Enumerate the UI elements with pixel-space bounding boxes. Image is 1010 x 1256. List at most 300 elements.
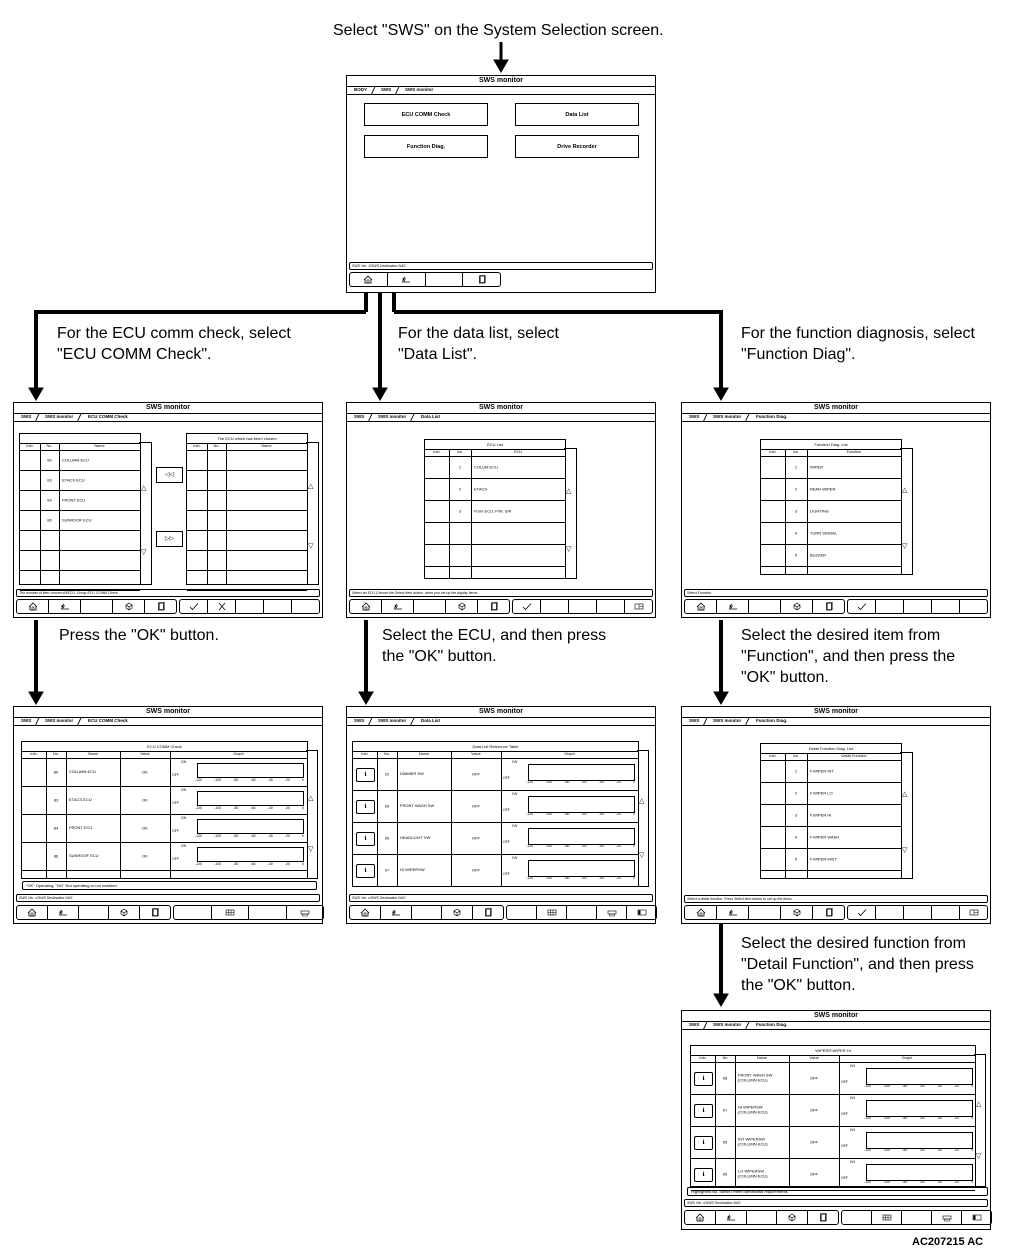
empty-icon[interactable] bbox=[597, 600, 625, 613]
table-row[interactable] bbox=[761, 478, 901, 501]
status-bar: SWS Ver. x/SWS Destination NAS bbox=[349, 894, 653, 902]
tick-label: -100 bbox=[545, 876, 553, 881]
table-row[interactable] bbox=[353, 758, 638, 791]
scroll-down-icon[interactable]: ▽ bbox=[902, 542, 908, 550]
chosen-ecu-table bbox=[186, 433, 308, 585]
tick-label: -100 bbox=[545, 812, 553, 817]
window-title: SWS monitor bbox=[347, 403, 655, 414]
table-row[interactable] bbox=[22, 814, 307, 843]
cross-icon[interactable] bbox=[208, 600, 236, 613]
table-row[interactable] bbox=[761, 782, 901, 805]
breadcrumb-item[interactable]: SWS monitor bbox=[38, 717, 82, 725]
breadcrumb-item[interactable]: SWS bbox=[682, 413, 708, 421]
info-icon[interactable]: ℹ bbox=[356, 800, 375, 814]
graph-box bbox=[528, 860, 635, 877]
back-icon[interactable] bbox=[382, 600, 414, 613]
info-icon[interactable]: ℹ bbox=[356, 832, 375, 846]
table-row[interactable] bbox=[761, 456, 901, 479]
legend-note: Highlighted No. doesn't meet operational requirements. bbox=[687, 1187, 988, 1196]
list-table bbox=[760, 439, 902, 575]
scroll-down-icon[interactable]: ▽ bbox=[976, 1153, 982, 1161]
row-number: 83 bbox=[53, 797, 59, 803]
breadcrumb-item[interactable]: BODY bbox=[347, 86, 376, 94]
tick-label: -60 bbox=[919, 1180, 925, 1185]
move-right-button[interactable]: ▷▷ bbox=[156, 531, 183, 547]
scrollbar[interactable] bbox=[637, 750, 649, 887]
tick-label: -20 bbox=[953, 1116, 959, 1121]
status-bar: SWS Ver. x/SWS Destination NAS bbox=[684, 1199, 988, 1207]
toolbar bbox=[16, 905, 320, 920]
breadcrumb-item[interactable]: SWS monitor bbox=[405, 87, 434, 92]
scroll-down-icon[interactable]: ▽ bbox=[308, 543, 314, 550]
graph-ticks bbox=[526, 780, 635, 784]
tick-label: -100 bbox=[545, 780, 553, 785]
graph-box bbox=[528, 764, 635, 781]
column-header: Info. bbox=[433, 450, 441, 454]
table-row[interactable] bbox=[761, 522, 901, 545]
toolbar-group bbox=[841, 1210, 992, 1225]
tick-label: -120 bbox=[526, 812, 534, 817]
empty-icon[interactable] bbox=[902, 1211, 932, 1224]
breadcrumb-item[interactable]: SWS bbox=[347, 413, 373, 421]
row-number: 02 bbox=[384, 771, 390, 777]
empty-icon[interactable] bbox=[749, 906, 781, 919]
row-number: 86 bbox=[53, 853, 59, 859]
info-icon[interactable]: ℹ bbox=[694, 1104, 713, 1118]
tick-label: -60 bbox=[919, 1084, 925, 1089]
caption-press-ok-3: Select the desired item from "Function", and then press the "OK" button. bbox=[741, 627, 956, 686]
cube-icon[interactable] bbox=[446, 600, 478, 613]
graph-ticks bbox=[195, 862, 304, 866]
row-number: 80 bbox=[47, 457, 52, 463]
toolbar bbox=[684, 905, 988, 920]
scrollbar[interactable] bbox=[564, 448, 577, 579]
tick-label: -80 bbox=[233, 861, 239, 866]
row-name: F.WIPER HI bbox=[810, 812, 832, 818]
scrollbar[interactable] bbox=[139, 442, 152, 585]
scroll-up-icon[interactable]: △ bbox=[308, 795, 314, 803]
doc-icon[interactable] bbox=[463, 273, 500, 286]
row-name: REAR WIPER bbox=[810, 486, 836, 492]
table-row[interactable] bbox=[761, 804, 901, 827]
row-number: 83 bbox=[47, 477, 52, 483]
row-value: OFF bbox=[810, 1107, 818, 1113]
tick-label: -80 bbox=[902, 1180, 908, 1185]
row-name: FRONT WASH SW bbox=[400, 802, 435, 808]
printer-icon[interactable] bbox=[932, 1211, 962, 1224]
tick-label: -40 bbox=[267, 777, 273, 782]
empty-icon[interactable] bbox=[567, 906, 597, 919]
sws-menu-screen bbox=[346, 75, 656, 293]
empty-icon[interactable] bbox=[842, 1211, 872, 1224]
table-row[interactable] bbox=[20, 450, 140, 471]
status-bar: SWS Ver. x/SWS Destination NAS bbox=[16, 894, 320, 902]
info-icon[interactable]: ℹ bbox=[356, 768, 375, 782]
tick-label: -20 bbox=[953, 1180, 959, 1185]
table-row[interactable] bbox=[187, 510, 307, 531]
scroll-down-icon[interactable]: ▽ bbox=[141, 548, 147, 556]
printer-icon[interactable] bbox=[597, 906, 627, 919]
table-row[interactable] bbox=[425, 544, 565, 567]
tick-label: -40 bbox=[267, 833, 273, 838]
figure-id: AC207215 AC bbox=[912, 1236, 984, 1248]
scroll-up-icon[interactable]: △ bbox=[902, 790, 908, 798]
back-icon[interactable] bbox=[381, 906, 412, 919]
detail-function-result-screen bbox=[681, 1010, 991, 1230]
tick-label: -120 bbox=[864, 1116, 872, 1121]
tick-label: -40 bbox=[598, 844, 604, 849]
graph-ticks bbox=[195, 778, 304, 782]
screen-icon[interactable] bbox=[962, 1211, 991, 1224]
table-row[interactable] bbox=[20, 550, 140, 571]
tick-label: -100 bbox=[214, 777, 222, 782]
breadcrumb-item[interactable]: Data List bbox=[420, 718, 440, 723]
graph-ticks bbox=[864, 1180, 973, 1184]
tick-label: -20 bbox=[615, 844, 621, 849]
column-header: No. bbox=[384, 752, 390, 756]
breadcrumb-item[interactable]: Function Diag. bbox=[755, 718, 787, 723]
breadcrumb-item[interactable]: SWS bbox=[347, 717, 373, 725]
table-row[interactable] bbox=[187, 550, 307, 571]
empty-icon[interactable] bbox=[174, 906, 212, 919]
empty-icon[interactable] bbox=[569, 600, 597, 613]
info-icon[interactable]: ℹ bbox=[694, 1136, 713, 1150]
scroll-down-icon[interactable]: ▽ bbox=[566, 545, 572, 553]
table-row[interactable] bbox=[187, 450, 307, 471]
row-number: 09 bbox=[384, 803, 390, 809]
scrollbar[interactable] bbox=[900, 448, 913, 575]
empty-icon[interactable] bbox=[414, 600, 446, 613]
row-name: F.WIPER LO bbox=[810, 790, 833, 796]
column-header: No. bbox=[213, 444, 220, 448]
graph-on-label: ON bbox=[849, 1128, 856, 1132]
doc-icon[interactable] bbox=[140, 906, 170, 919]
breadcrumb-item[interactable]: SWS bbox=[14, 413, 40, 421]
table-row[interactable] bbox=[20, 510, 140, 531]
breadcrumb-item[interactable]: SWS bbox=[374, 86, 400, 94]
data-list-result-screen bbox=[346, 706, 656, 924]
window-title: SWS monitor bbox=[682, 403, 990, 414]
row-name: SUNROOF ECU bbox=[62, 517, 92, 523]
table-icon[interactable] bbox=[960, 906, 987, 919]
row-number: 5 bbox=[794, 856, 798, 862]
cube-icon[interactable] bbox=[781, 600, 813, 613]
table-row[interactable] bbox=[20, 570, 140, 591]
home-icon[interactable] bbox=[350, 906, 381, 919]
tick-label: -20 bbox=[615, 812, 621, 817]
row-number: 84 bbox=[47, 497, 52, 503]
status-bar: Select Function. bbox=[684, 589, 988, 597]
scroll-down-icon[interactable]: ▽ bbox=[639, 852, 645, 860]
graph-table bbox=[352, 741, 639, 887]
back-icon[interactable] bbox=[49, 600, 81, 613]
home-icon[interactable] bbox=[685, 600, 717, 613]
breadcrumb-item[interactable]: ECU COMM Check bbox=[87, 414, 128, 419]
caption-function-diag: For the function diagnosis, select "Function Diag". bbox=[741, 325, 975, 363]
breadcrumb-item[interactable]: Function Diag. bbox=[755, 414, 787, 419]
home-icon[interactable] bbox=[350, 273, 388, 286]
row-number: 3 bbox=[458, 508, 462, 514]
row-name: SUNROOF ECU bbox=[69, 852, 99, 858]
empty-icon[interactable] bbox=[749, 600, 781, 613]
toolbar bbox=[684, 1210, 988, 1225]
graph-ticks bbox=[195, 806, 304, 810]
grid-icon[interactable] bbox=[537, 906, 567, 919]
breadcrumb-item[interactable]: SWS monitor bbox=[371, 413, 415, 421]
doc-icon[interactable] bbox=[478, 600, 509, 613]
table-caption: WIPER/F.WIPER HI bbox=[691, 1046, 975, 1056]
graph-table bbox=[690, 1045, 976, 1187]
empty-icon[interactable] bbox=[876, 600, 904, 613]
table-row[interactable] bbox=[22, 758, 307, 787]
toolbar-group bbox=[684, 599, 845, 614]
scroll-up-icon[interactable]: △ bbox=[639, 798, 645, 806]
graph-ticks bbox=[195, 834, 304, 838]
scroll-up-icon[interactable]: △ bbox=[902, 486, 908, 494]
cube-icon[interactable] bbox=[113, 600, 145, 613]
row-name: COLUM ECU bbox=[474, 464, 499, 470]
row-name: From ECU, P/W, S/R bbox=[474, 508, 512, 514]
scroll-up-icon[interactable]: △ bbox=[976, 1100, 982, 1108]
doc-icon[interactable] bbox=[473, 906, 503, 919]
tick-label: -120 bbox=[864, 1180, 872, 1185]
info-icon[interactable]: ℹ bbox=[356, 864, 375, 878]
empty-icon[interactable] bbox=[932, 600, 960, 613]
table-row[interactable] bbox=[20, 530, 140, 551]
home-icon[interactable] bbox=[17, 906, 48, 919]
table-row[interactable] bbox=[761, 544, 901, 567]
move-left-button[interactable]: ◁◁ bbox=[156, 467, 183, 483]
tick-label: 0 bbox=[633, 844, 635, 849]
drive-recorder-button[interactable]: Drive Recorder bbox=[515, 135, 639, 158]
column-header: Value bbox=[809, 1056, 819, 1060]
empty-icon[interactable] bbox=[960, 600, 987, 613]
row-value: OFF bbox=[810, 1139, 818, 1145]
row-number: 2 bbox=[458, 486, 462, 492]
function-diag-button[interactable]: Function Diag. bbox=[364, 135, 488, 158]
breadcrumb bbox=[14, 717, 322, 726]
breadcrumb bbox=[347, 717, 655, 726]
empty-icon[interactable] bbox=[876, 906, 904, 919]
ecu-comm-result-screen bbox=[13, 706, 323, 924]
table-row[interactable] bbox=[425, 522, 565, 545]
tick-label: 0 bbox=[971, 1148, 973, 1153]
cube-icon[interactable] bbox=[109, 906, 140, 919]
table-row[interactable] bbox=[187, 470, 307, 491]
table-row[interactable] bbox=[691, 1062, 975, 1095]
tick-label: -120 bbox=[526, 876, 534, 881]
breadcrumb-item[interactable]: SWS monitor bbox=[706, 1021, 750, 1029]
table-row[interactable] bbox=[691, 1094, 975, 1127]
row-value: OK bbox=[142, 853, 148, 859]
breadcrumb-item[interactable]: SWS bbox=[682, 717, 708, 725]
row-number: 4 bbox=[794, 530, 798, 536]
graph-on-label: ON bbox=[180, 844, 187, 848]
grid-icon[interactable] bbox=[212, 906, 250, 919]
doc-icon[interactable] bbox=[813, 906, 844, 919]
info-icon[interactable]: ℹ bbox=[694, 1072, 713, 1086]
cube-icon[interactable] bbox=[781, 906, 813, 919]
breadcrumb-item[interactable]: ECU COMM Check bbox=[87, 718, 128, 723]
row-number: 1 bbox=[794, 768, 798, 774]
table-row[interactable] bbox=[353, 822, 638, 855]
empty-icon[interactable] bbox=[747, 1211, 778, 1224]
toolbar bbox=[16, 599, 320, 614]
row-name: DIMMER SW bbox=[400, 770, 424, 776]
printer-icon[interactable] bbox=[287, 906, 324, 919]
scroll-up-icon[interactable]: △ bbox=[566, 487, 572, 495]
tick-label: -60 bbox=[250, 777, 256, 782]
graph-box bbox=[528, 796, 635, 813]
scrollbar[interactable] bbox=[900, 752, 913, 879]
back-icon[interactable] bbox=[717, 906, 749, 919]
check-icon[interactable] bbox=[848, 906, 876, 919]
scrollbar[interactable] bbox=[306, 442, 319, 585]
table-caption: ECU COMM Check bbox=[22, 742, 307, 752]
graph-off-label: OFF bbox=[841, 1143, 848, 1148]
tick-label: -40 bbox=[598, 876, 604, 881]
column-header: Info. bbox=[26, 444, 34, 448]
empty-icon[interactable] bbox=[426, 273, 464, 286]
table-row[interactable] bbox=[22, 842, 307, 871]
column-header: No. bbox=[53, 752, 59, 756]
table-row[interactable] bbox=[691, 1126, 975, 1159]
graph-on-label: ON bbox=[849, 1160, 856, 1164]
function-diag-select-screen bbox=[681, 402, 991, 618]
breadcrumb bbox=[347, 86, 655, 95]
tick-label: -60 bbox=[581, 844, 587, 849]
empty-icon[interactable] bbox=[904, 600, 932, 613]
tick-label: -80 bbox=[902, 1084, 908, 1089]
row-name: COLUMN ECU bbox=[69, 768, 96, 774]
breadcrumb bbox=[682, 413, 990, 422]
empty-icon[interactable] bbox=[79, 906, 110, 919]
breadcrumb-item[interactable]: SWS monitor bbox=[38, 413, 82, 421]
table-row[interactable] bbox=[20, 490, 140, 511]
empty-icon[interactable] bbox=[264, 600, 292, 613]
table-row[interactable] bbox=[187, 530, 307, 551]
ecu-comm-check-button[interactable]: ECU COMM Check bbox=[364, 103, 488, 126]
breadcrumb-item[interactable]: Data List bbox=[420, 414, 440, 419]
home-icon[interactable] bbox=[350, 600, 382, 613]
column-header: No. bbox=[793, 754, 799, 758]
doc-icon[interactable] bbox=[813, 600, 844, 613]
empty-icon[interactable] bbox=[81, 600, 113, 613]
table-row[interactable] bbox=[425, 500, 565, 523]
table-row[interactable] bbox=[187, 490, 307, 511]
table-row[interactable] bbox=[353, 790, 638, 823]
home-icon[interactable] bbox=[685, 906, 717, 919]
tick-label: -60 bbox=[919, 1116, 925, 1121]
doc-icon[interactable] bbox=[145, 600, 176, 613]
row-number: 5 bbox=[794, 552, 798, 558]
home-icon[interactable] bbox=[17, 600, 49, 613]
table-icon[interactable] bbox=[625, 600, 652, 613]
back-icon[interactable] bbox=[716, 1211, 747, 1224]
breadcrumb-item[interactable]: Function Diag. bbox=[755, 1022, 787, 1027]
table-row[interactable] bbox=[761, 826, 901, 849]
screen-icon[interactable] bbox=[627, 906, 656, 919]
check-icon[interactable] bbox=[848, 600, 876, 613]
scrollbar[interactable] bbox=[306, 750, 318, 879]
table-row[interactable] bbox=[187, 570, 307, 591]
table-row[interactable] bbox=[20, 470, 140, 491]
data-list-button[interactable]: Data List bbox=[515, 103, 639, 126]
breadcrumb-item[interactable]: SWS monitor bbox=[706, 413, 750, 421]
back-icon[interactable] bbox=[717, 600, 749, 613]
scroll-down-icon[interactable]: ▽ bbox=[308, 846, 314, 854]
toolbar-group bbox=[173, 905, 324, 920]
row-name: BUZZER bbox=[810, 552, 826, 558]
cube-icon[interactable] bbox=[777, 1211, 808, 1224]
check-icon[interactable] bbox=[513, 600, 541, 613]
breadcrumb bbox=[682, 717, 990, 726]
empty-icon[interactable] bbox=[904, 906, 932, 919]
scroll-up-icon[interactable]: △ bbox=[308, 483, 314, 490]
table-caption: ECU List bbox=[425, 440, 565, 450]
info-icon[interactable]: ℹ bbox=[694, 1168, 713, 1182]
table-row[interactable] bbox=[425, 456, 565, 479]
row-name: FRONT WASH SW (COLUMN ECU) bbox=[738, 1072, 773, 1082]
row-number: 84 bbox=[53, 825, 59, 831]
scrollbar[interactable] bbox=[974, 1054, 986, 1187]
grid-icon[interactable] bbox=[872, 1211, 902, 1224]
graph-off-label: OFF bbox=[503, 775, 510, 780]
graph-off-label: OFF bbox=[503, 839, 510, 844]
window-title: SWS monitor bbox=[14, 707, 322, 718]
cube-icon[interactable] bbox=[442, 906, 473, 919]
table-row[interactable] bbox=[761, 500, 901, 523]
scroll-up-icon[interactable]: △ bbox=[141, 485, 147, 493]
row-value: OFF bbox=[472, 771, 480, 777]
check-icon[interactable] bbox=[180, 600, 208, 613]
table-row[interactable] bbox=[425, 478, 565, 501]
breadcrumb bbox=[347, 413, 655, 422]
table-row[interactable] bbox=[761, 760, 901, 783]
graph-box bbox=[866, 1164, 973, 1181]
scroll-down-icon[interactable]: ▽ bbox=[902, 846, 908, 854]
tick-label: -20 bbox=[284, 833, 290, 838]
doc-icon[interactable] bbox=[808, 1211, 838, 1224]
graph-off-label: OFF bbox=[172, 829, 179, 834]
table-row[interactable] bbox=[761, 848, 901, 871]
caption-press-ok-1: Press the "OK" button. bbox=[59, 627, 219, 644]
toolbar bbox=[684, 599, 988, 614]
tick-label: -80 bbox=[564, 876, 570, 881]
breadcrumb-item[interactable]: SWS monitor bbox=[706, 717, 750, 725]
breadcrumb-item[interactable]: SWS monitor bbox=[371, 717, 415, 725]
empty-icon[interactable] bbox=[412, 906, 443, 919]
empty-icon[interactable] bbox=[507, 906, 537, 919]
empty-icon[interactable] bbox=[541, 600, 569, 613]
empty-icon[interactable] bbox=[932, 906, 960, 919]
back-icon[interactable] bbox=[48, 906, 79, 919]
table-row[interactable] bbox=[353, 854, 638, 887]
breadcrumb-item[interactable]: SWS bbox=[14, 717, 40, 725]
tick-label: -80 bbox=[902, 1148, 908, 1153]
graph-ticks bbox=[864, 1148, 973, 1152]
tick-label: -120 bbox=[864, 1084, 872, 1089]
breadcrumb-item[interactable]: SWS bbox=[682, 1021, 708, 1029]
table-caption: The ECU which has been chosen bbox=[187, 434, 307, 444]
empty-icon[interactable] bbox=[249, 906, 287, 919]
row-number: 07 bbox=[384, 867, 390, 873]
back-icon[interactable] bbox=[388, 273, 426, 286]
empty-icon[interactable] bbox=[236, 600, 264, 613]
table-row[interactable] bbox=[22, 786, 307, 815]
home-icon[interactable] bbox=[685, 1211, 716, 1224]
empty-icon[interactable] bbox=[292, 600, 319, 613]
